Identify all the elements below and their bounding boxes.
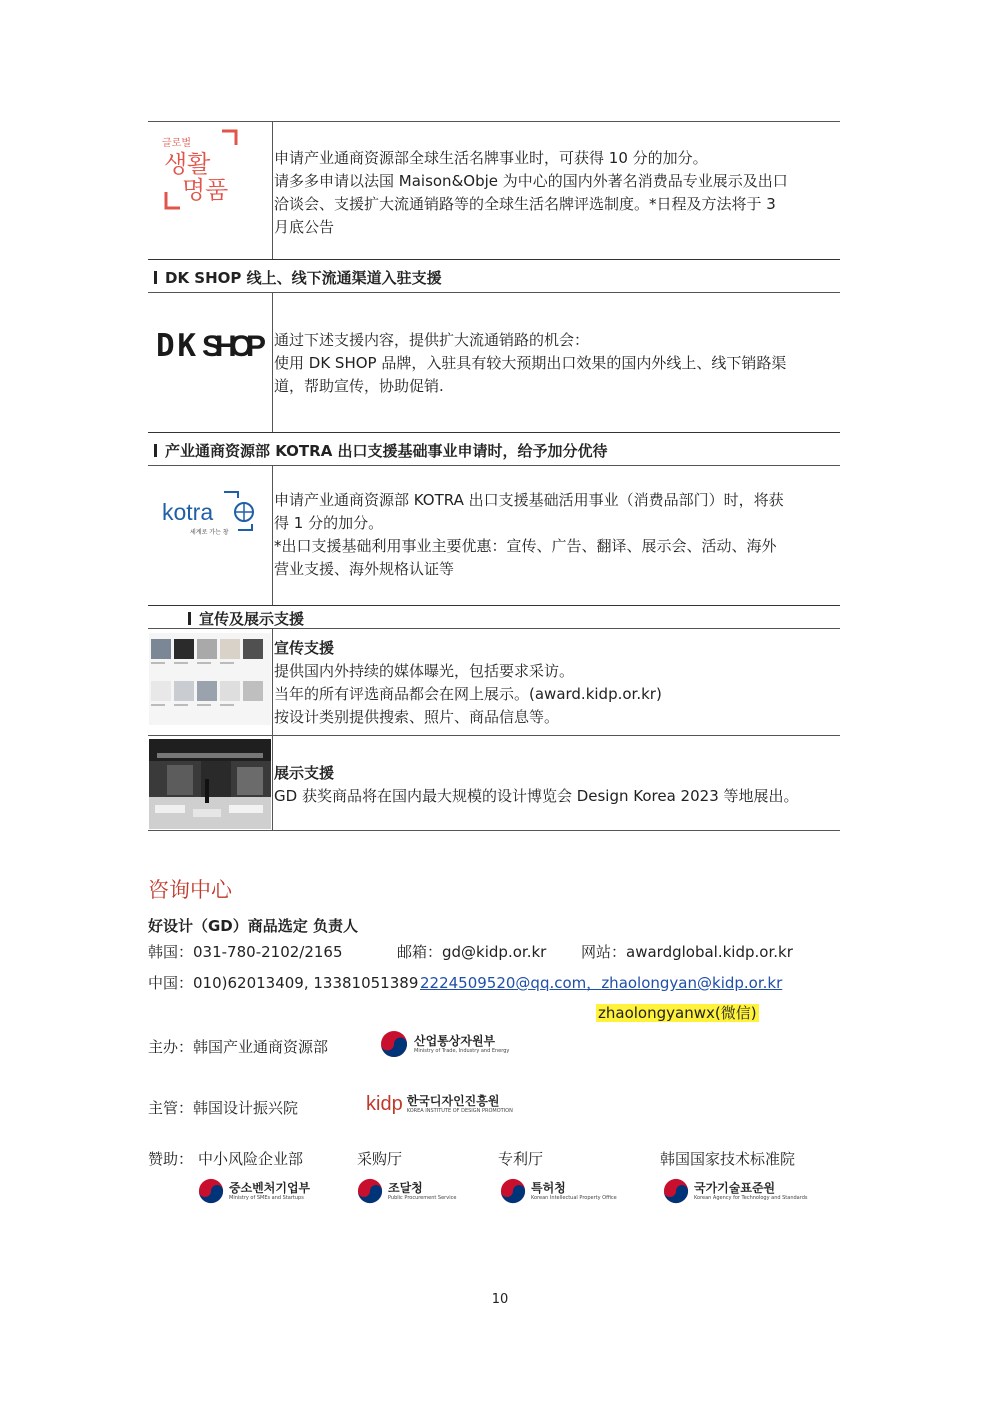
global-brand-line: 洽谈会、支援扩大流通销路等的全球生活名牌评选制度。*日程及方法将于 3: [274, 195, 776, 213]
kotra-text: [274, 489, 844, 581]
row-rule: [148, 735, 840, 736]
taegeuk-icon: [500, 1178, 526, 1204]
sponsor-logo-2: 조달청 Public Procurement Service: [357, 1178, 456, 1204]
korea-phone: 031-780-2102/2165: [193, 943, 343, 961]
publicity-line: 按设计类别提供搜索、照片、商品信息等。: [274, 708, 560, 726]
sponsor-name-2: 采购厅: [357, 1150, 403, 1168]
section-rule: [148, 605, 840, 606]
sponsor-name-3: 专利厅: [498, 1150, 544, 1168]
wechat-id: zhaolongyanwx(微信): [598, 1004, 757, 1022]
motie-logo: [380, 1030, 509, 1058]
table-top-rule: [148, 121, 840, 122]
kotra-logo-sub: 세계로 가는 창: [190, 529, 229, 536]
exhibition-photo-image: [149, 739, 271, 829]
host-line: 主办：韩国产业通商资源部: [148, 1038, 329, 1056]
china-phone: 010)62013409, 13381051389: [193, 974, 419, 992]
sponsor-name-1: 中小风险企业部: [198, 1150, 304, 1168]
column-divider: [272, 628, 273, 830]
kidp-logo-english: KOREA INSTITUTE OF DESIGN PROMOTION: [406, 1107, 513, 1114]
taegeuk-icon: [663, 1178, 689, 1204]
sponsor-name-4: 韩国国家技术标准院: [660, 1150, 796, 1168]
dk-shop-logo-dk: DK: [156, 328, 196, 362]
global-brand-line: 月底公告: [274, 218, 335, 236]
kotra-logo: [162, 490, 258, 538]
exhibition-title: 展示支援: [274, 764, 335, 782]
china-email-link-1[interactable]: 2224509520@qq.com: [420, 974, 587, 992]
dk-shop-logo-shop: SHOP: [202, 330, 266, 362]
sponsor-logo-4: 국가기술표준원 Korean Agency for Technology and Standards: [663, 1178, 807, 1204]
publicity-title: 宣传支援: [274, 639, 335, 657]
kotra-section-title: 产业通商资源部 KOTRA 出口支援基础事业申请时，给予加分优待: [154, 440, 608, 461]
column-divider: [272, 292, 273, 432]
dk-shop-line: 使用 DK SHOP 品牌，入驻具有较大预期出口效果的国内外线上、线下销路渠: [274, 354, 787, 372]
sponsor-logo-3: 특허청 Korean Intellectual Property Office: [500, 1178, 617, 1204]
promo-section-title: 宣传及展示支援: [188, 608, 304, 629]
china-contact-line: 中国：010)62013409, 13381051389: [148, 974, 419, 992]
sponsor-label: 赞助：: [148, 1150, 194, 1168]
kotra-line: 营业支援、海外规格认证等: [274, 560, 455, 578]
china-email-line: 2224509520@qq.com，zhaolongyan@kidp.or.kr: [420, 974, 783, 992]
website-line: 网站：awardglobal.kidp.or.kr: [581, 943, 793, 961]
consult-title: 咨询中心: [148, 878, 232, 902]
kotra-logo-text: kotra: [162, 499, 214, 525]
host-name: 韩国产业通商资源部: [193, 1038, 329, 1056]
page-number: 10: [491, 1292, 509, 1307]
column-divider: [272, 121, 273, 259]
taegeuk-icon: [357, 1178, 383, 1204]
publicity-line: 提供国内外持续的媒体曝光，包括要求采访。: [274, 662, 575, 680]
section-rule: [148, 628, 840, 629]
section-rule: [148, 432, 840, 433]
website-value: awardglobal.kidp.or.kr: [626, 943, 793, 961]
global-brand-line: 申请产业通商资源部全球生活名牌事业时，可获得 10 分的加分。: [274, 149, 708, 167]
section-rule: [148, 465, 840, 466]
sponsor-logo-1: 중소벤처기업부 Ministry of SMEs and Startups: [198, 1178, 310, 1204]
column-divider: [272, 465, 273, 605]
taegeuk-icon: [380, 1030, 408, 1058]
publicity-line: 当年的所有评选商品都会在网上展示。(award.kidp.or.kr): [274, 685, 662, 703]
email-line: 邮箱：gd@kidp.or.kr: [397, 943, 547, 961]
manage-line: 主管：韩国设计振兴院: [148, 1099, 299, 1117]
global-brand-text: [274, 147, 844, 239]
website-screenshot-image: [149, 633, 271, 725]
motie-logo-english: Ministry of Trade, Industry and Energy: [414, 1047, 510, 1054]
motie-logo-korean: 산업통상자원부: [414, 1033, 496, 1048]
section-rule: [148, 292, 840, 293]
dk-shop-logo: [156, 326, 268, 362]
korea-contact-line: 韩国：031-780-2102/2165: [148, 943, 343, 961]
section-bar-icon: [154, 271, 157, 284]
dk-shop-section-title: DK SHOP 线上、线下流通渠道入驻支援: [154, 267, 442, 288]
global-brand-logo-small: 글로벌: [162, 138, 191, 149]
kidp-logo: [366, 1093, 513, 1115]
manage-name: 韩国设计振兴院: [193, 1099, 299, 1117]
kidp-logo-korean: 한국디자인진흥원: [406, 1093, 500, 1108]
consult-subtitle: 好设计（GD）商品选定 负责人: [148, 917, 358, 935]
section-bar-icon: [188, 612, 191, 625]
kotra-line: 得 1 分的加分。: [274, 514, 384, 532]
global-brand-logo-big2: 명품: [182, 176, 229, 204]
exhibition-text: [274, 762, 844, 808]
dk-shop-line: 通过下述支援内容，提供扩大流通销路的机会：: [274, 331, 590, 349]
section-bar-icon: [154, 444, 157, 457]
dk-shop-line: 道，帮助宣传，协助促销.: [274, 377, 444, 395]
table-bottom-rule: [148, 830, 840, 831]
dk-shop-text: [274, 329, 844, 398]
kotra-line: *出口支援基础利用事业主要优惠：宣传、广告、翻译、展示会、活动、海外: [274, 537, 777, 555]
kotra-line: 申请产业通商资源部 KOTRA 出口支援基础活用事业（消费品部门）时，将获: [274, 491, 784, 509]
global-brand-line: 请多多申请以法国 Maison&Obje 为中心的国内外著名消费品专业展示及出口: [274, 172, 788, 190]
global-brand-logo: [160, 128, 242, 212]
email-value: gd@kidp.or.kr: [442, 943, 547, 961]
taegeuk-icon: [198, 1178, 224, 1204]
exhibition-line: GD 获奖商品将在国内最大规模的设计博览会 Design Korea 2023 等地展出。: [274, 787, 799, 805]
publicity-text: [274, 637, 844, 729]
global-brand-logo-big1: 생활: [164, 150, 211, 178]
section-rule: [148, 259, 840, 260]
wechat-line: [596, 1002, 759, 1023]
kidp-logo-mark: kidp: [366, 1093, 403, 1115]
china-email-link-2[interactable]: zhaolongyan@kidp.or.kr: [601, 974, 783, 992]
